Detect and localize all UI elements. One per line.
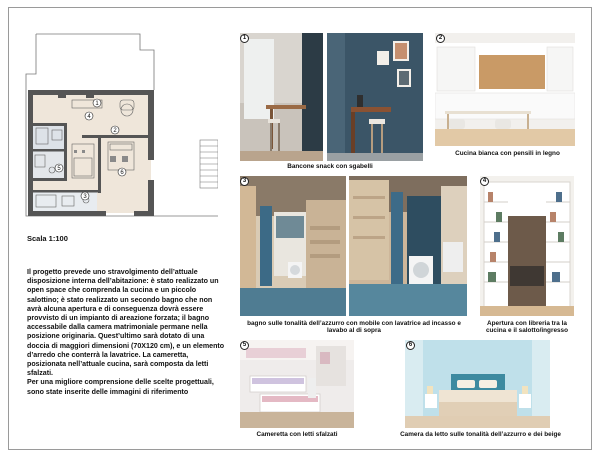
reference-caption-6: Camera da letto sulle tonalità dell’azzurro e dei beige xyxy=(400,431,561,438)
reference-photo-2 xyxy=(435,33,575,146)
reference-caption-3: bagno sulle tonalità dell’azzurro con mobile con lavatrice ad incasso e lavabo al di sopra xyxy=(247,320,461,335)
description-paragraph: Per una migliore comprensione delle scelte progettuali, sono state inserite delle immagini di riferimento xyxy=(27,378,214,396)
plan-scale-label: Scala 1:100 xyxy=(27,234,68,243)
reference-number-2: 2 xyxy=(436,34,445,43)
reference-caption-1: Bancone snack con sgabelli xyxy=(287,163,373,170)
floor-plan-drawing xyxy=(22,30,218,220)
reference-photo-5 xyxy=(240,340,354,428)
reference-caption-2: Cucina bianca con pensili in legno xyxy=(455,150,560,157)
reference-photo-6 xyxy=(405,340,550,428)
reference-photo-3a xyxy=(240,176,346,316)
reference-photo-3b xyxy=(349,176,467,316)
room-marker-5: 5 xyxy=(57,166,61,173)
floor-plan xyxy=(22,30,218,220)
room-marker-3: 3 xyxy=(83,194,87,201)
room-marker-2: 2 xyxy=(113,128,117,135)
room-marker-1: 1 xyxy=(95,101,99,108)
reference-number-1: 1 xyxy=(240,34,249,43)
reference-number-5: 5 xyxy=(240,341,249,350)
reference-number-4: 4 xyxy=(480,177,489,186)
project-description xyxy=(27,268,227,397)
room-marker-4: 4 xyxy=(87,114,91,121)
reference-photo-4 xyxy=(480,176,574,316)
reference-number-3: 3 xyxy=(240,177,249,186)
reference-caption-5: Cameretta con letti sfalzati xyxy=(256,431,338,438)
description-paragraph: Il progetto prevede uno stravolgimento dell’attuale disposizione interna dell’abitazione: è stato realizzato un open space che comprenda la cucina e un piccolo salottino; è stato realizzato un secondo bagno che non avrà alcuna apertura e di conseguenza dovrà essere provvisto di un impianto di areazione forzata; il bagno accessabile dalla camera matrimoniale permane nella posizione originaria. Quest’ultimo sarà dotato di una doccia di maggiori dimensioni (70X120 cm), e un elemento d’arredo che conterrà la lavatrice. La cameretta, posizionata nell’attuale cucina, sarà composta da letti sfalzati. xyxy=(27,268,225,378)
reference-photo-1a xyxy=(240,33,323,161)
room-marker-6: 6 xyxy=(120,170,124,177)
reference-number-6: 6 xyxy=(406,341,415,350)
reference-caption-4: Apertura con libreria tra la cucina e il salotto/ingresso xyxy=(485,320,569,335)
reference-photo-1b xyxy=(327,33,423,161)
